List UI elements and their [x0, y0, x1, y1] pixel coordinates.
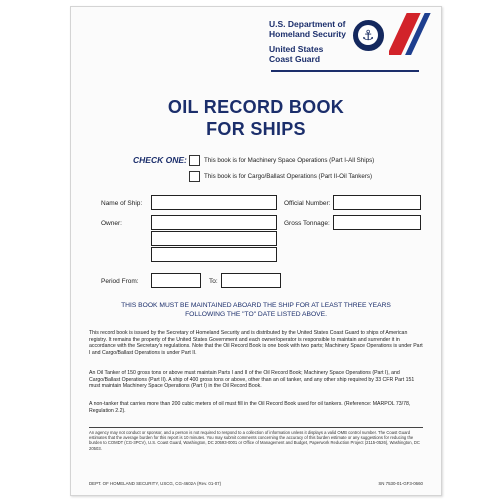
body-paragraph-3: A non-tanker that carries more than 200 cubic meters of oil must fill in the Oil Record Book used for oil tankers. (Reference: MARPOL 73/78, Regulation 2.2).: [89, 401, 411, 414]
racing-stripe-icon: [389, 13, 441, 55]
agency-header: [269, 19, 346, 64]
cargo-ballast-checkbox[interactable]: [189, 171, 200, 182]
check-one-label: CHECK ONE:: [133, 155, 187, 165]
owner-field-3[interactable]: [151, 247, 277, 262]
ship-name-label: Name of Ship:: [101, 200, 143, 207]
official-number-field[interactable]: [333, 195, 421, 210]
paperwork-reduction-notice: An agency may not conduct or sponsor, and a person is not required to respond to a collection of information unless it displays a valid OMB control number. The Coast Guard estimates that the average burden for this report is 10 minutes. You may submit comments concerning the accuracy of this burden estimate or any suggestions for reducing the burden to COMDT (CG-3PCV), U.S. Coast Guard, Washington, DC 20593-0001 or Office of Management and Budget, Paperwork Reduction Project (2115-0526), Washington, DC 20503.: [89, 427, 423, 451]
period-to-field[interactable]: [221, 273, 281, 288]
period-from-field[interactable]: [151, 273, 201, 288]
cargo-ballast-option-label: This book is for Cargo/Ballast Operations (Part II-Oil Tankers): [204, 173, 373, 180]
machinery-space-option-label: This book is for Machinery Space Operations (Part I-All Ships): [204, 157, 375, 164]
title-line-2: FOR SHIPS: [206, 119, 306, 139]
agency-line-2: Coast Guard: [269, 54, 321, 64]
gross-tonnage-label: Gross Tonnage:: [284, 220, 330, 227]
dept-line-2: Homeland Security: [269, 29, 346, 39]
stock-number-footer: SN 7530-01-GF3-0660: [378, 481, 423, 486]
official-number-label: Official Number:: [284, 200, 331, 207]
retention-notice-line-1: THIS BOOK MUST BE MAINTAINED ABOARD THE SHIP FOR AT LEAST THREE YEARS: [121, 302, 391, 309]
agency-line-1: United States: [269, 44, 324, 54]
retention-notice: [111, 301, 401, 319]
dept-line-1: U.S. Department of: [269, 19, 346, 29]
machinery-space-checkbox[interactable]: [189, 155, 200, 166]
retention-notice-line-2: FOLLOWING THE "TO" DATE LISTED ABOVE.: [185, 311, 327, 318]
gross-tonnage-field[interactable]: [333, 215, 421, 230]
body-paragraph-2: An Oil Tanker of 150 gross tons or above must maintain Parts I and II of the Oil Record Book; Machinery Space Operations (Part I), and Cargo/Ballast Operations (Part II). A ship of 400 gross tons or above, other than an oil tanker, and any other ship required by 33 CFR Part 151 must maintain Machinery Space Operations (Part I) in the Oil Record Book.: [89, 370, 415, 390]
form-number-footer: DEPT. OF HOMELAND SECURITY, USCG, CG-4602A (Rev. 01-07): [89, 481, 222, 486]
owner-field-2[interactable]: [151, 231, 277, 246]
title-line-1: OIL RECORD BOOK: [167, 97, 345, 117]
document-page: [70, 6, 442, 496]
ship-name-field[interactable]: [151, 195, 277, 210]
body-paragraph-1: This record book is issued by the Secretary of Homeland Security and is distributed by the United States Coast Guard to ships of American registry. It remains the property of the United States Government and each owner/operator is responsible to maintain and surrender it in accordance with the Secretary's regulations. Note that the Oil Record Book is one book with two parts; Machinery Space Operations is under Part I and Cargo/Ballast Operations is under Part II.: [89, 330, 423, 356]
coast-guard-seal-icon: ⚓: [353, 20, 384, 51]
header-divider: [271, 70, 419, 72]
owner-label: Owner:: [101, 220, 122, 227]
period-from-label: Period From:: [101, 278, 139, 285]
owner-field-1[interactable]: [151, 215, 277, 230]
period-to-label: To:: [209, 278, 218, 285]
